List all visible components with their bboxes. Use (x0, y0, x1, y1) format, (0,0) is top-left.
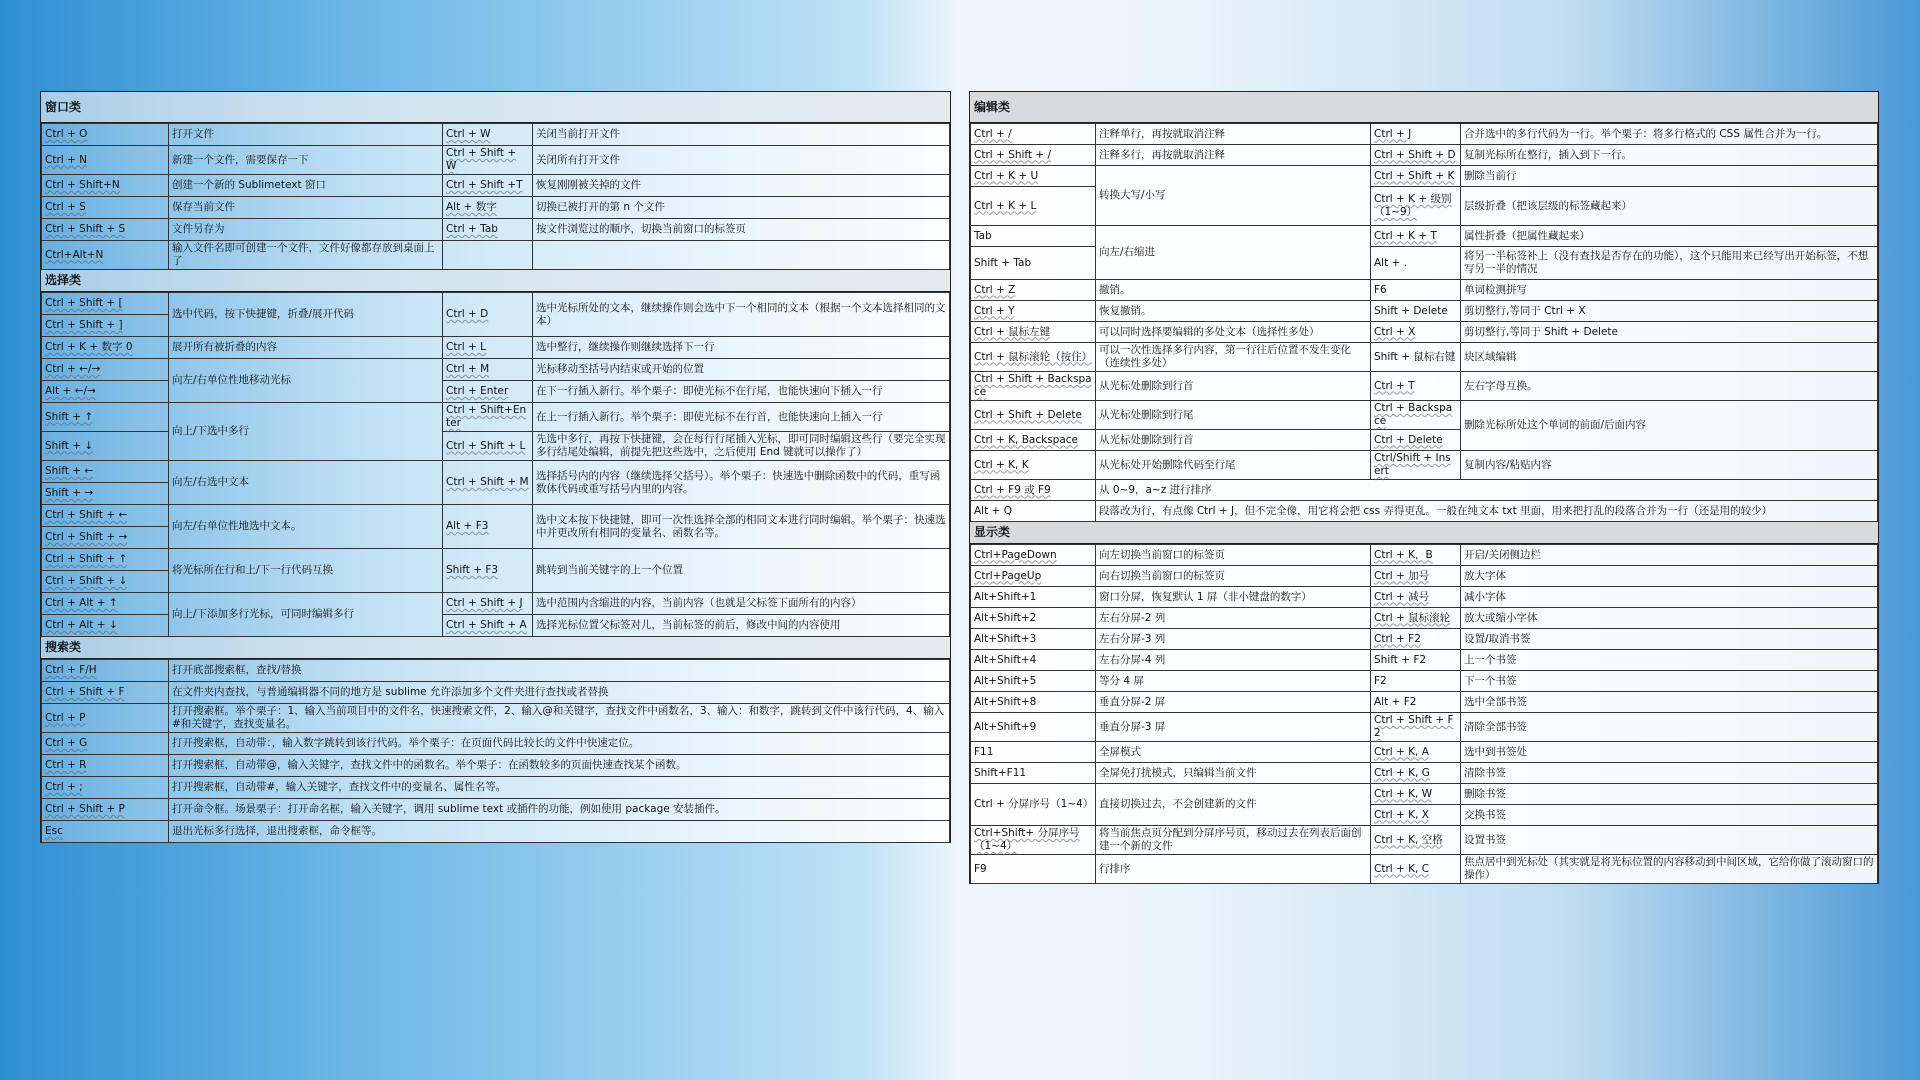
table-row (971, 650, 1878, 671)
shortcut-key: Ctrl + Shift + F (42, 682, 169, 704)
shortcut-key: Shift + F2 (1371, 650, 1461, 671)
shortcut-desc: 块区域编辑 (1461, 343, 1878, 372)
edit-table (970, 123, 1878, 522)
shortcut-desc: 直接切换过去，不会创建新的文件 (1096, 784, 1371, 826)
shortcut-key: Shift + → (42, 483, 169, 505)
shortcut-key: F6 (1371, 280, 1461, 301)
shortcut-key: Alt + 数字 (443, 197, 533, 219)
shortcut-key: Shift+F11 (971, 763, 1096, 784)
shortcut-key: Ctrl + Alt + ↑ (42, 593, 169, 615)
shortcut-desc: 向左/右选中文本 (169, 461, 443, 505)
shortcut-key: Ctrl + K, Backspace (971, 430, 1096, 451)
shortcut-desc: 选中代码，按下快捷键，折叠/展开代码 (169, 293, 443, 337)
shortcut-desc: 从 0~9，a~z 进行排序 (1096, 480, 1878, 501)
shortcut-desc: 可以同时选择要编辑的多处文本（选择性多处） (1096, 322, 1371, 343)
shortcut-desc: 选择光标位置父标签对儿，当前标签的前后，修改中间的内容使用 (533, 615, 950, 637)
shortcut-desc: 属性折叠（把属性藏起来） (1461, 226, 1878, 247)
shortcut-key: Ctrl + 鼠标滚轮 (1371, 608, 1461, 629)
shortcut-key: Shift + ← (42, 461, 169, 483)
table-row (971, 826, 1878, 855)
shortcut-desc: 转换大写/小写 (1096, 166, 1371, 226)
shortcut-key: Ctrl + K, 空格 (1371, 826, 1461, 855)
shortcut-desc: 恢复撤销。 (1096, 301, 1371, 322)
shortcut-key: Ctrl + Tab (443, 219, 533, 241)
shortcut-key: Tab (971, 226, 1096, 247)
table-row (971, 545, 1878, 566)
shortcut-desc: 新建一个文件，需要保存一下 (169, 146, 443, 175)
shortcut-desc: 打开搜索框。举个栗子：1、输入当前项目中的文件名，快速搜索文件，2、输入@和关键字，查找文件中函数名，3、输入：和数字，跳转到文件中该行代码，4、输入#和关键字，查找变量名。 (169, 704, 950, 733)
shortcut-desc: 删除书签 (1461, 784, 1878, 805)
shortcut-desc: 清除全部书签 (1461, 713, 1878, 742)
shortcut-desc: 向上/下添加多行光标，可同时编辑多行 (169, 593, 443, 637)
shortcut-key: Alt+Shift+4 (971, 650, 1096, 671)
shortcut-key: Alt + . (1371, 247, 1461, 280)
table-row (971, 480, 1878, 501)
left-shortcut-panel (40, 91, 951, 843)
search-table (41, 659, 950, 843)
shortcut-desc: 创建一个新的 Sublimetext 窗口 (169, 175, 443, 197)
shortcut-key: Esc (42, 821, 169, 843)
shortcut-key: Ctrl + 鼠标左键 (971, 322, 1096, 343)
shortcut-key: Ctrl + Shift + A (443, 615, 533, 637)
shortcut-desc: 开启/关闭侧边栏 (1461, 545, 1878, 566)
shortcut-key: Ctrl + Shift + W (443, 146, 533, 175)
shortcut-desc: 展开所有被折叠的内容 (169, 337, 443, 359)
shortcut-key: Ctrl + Shift +T (443, 175, 533, 197)
table-row (971, 343, 1878, 372)
shortcut-desc: 注释多行，再按就取消注释 (1096, 145, 1371, 166)
shortcut-key: Alt+Shift+5 (971, 671, 1096, 692)
shortcut-key: Alt+Shift+1 (971, 587, 1096, 608)
table-row (42, 403, 950, 432)
shortcut-key: F9 (971, 855, 1096, 884)
shortcut-desc: 段落改为行，有点像 Ctrl + J，但不完全像，用它将会把 css 弄得更乱。一般在纯文本 txt 里面，用来把打乱的段落合并为一行（还是用的较少） (1096, 501, 1878, 522)
shortcut-key: Ctrl + W (443, 124, 533, 146)
shortcut-desc: 打开搜索框，自动带@，输入关键字，查找文件中的函数名。举个栗子：在函数较多的页面快速查找某个函数。 (169, 755, 950, 777)
shortcut-key: Ctrl + Shift + F2 (1371, 713, 1461, 742)
table-row (42, 337, 950, 359)
shortcut-desc: 剪切整行,等同于 Shift + Delete (1461, 322, 1878, 343)
shortcut-key: Ctrl + K, K (971, 451, 1096, 480)
shortcut-key: Ctrl + K + L (971, 187, 1096, 226)
shortcut-key: Ctrl + 鼠标滚轮（按住） (971, 343, 1096, 372)
shortcut-key: Shift + ↑ (42, 403, 169, 432)
table-row (971, 124, 1878, 145)
shortcut-desc: 垂直分屏-3 屏 (1096, 713, 1371, 742)
table-row (42, 175, 950, 197)
table-row (971, 566, 1878, 587)
shortcut-key: Ctrl + Shift + → (42, 527, 169, 549)
table-row (42, 682, 950, 704)
shortcut-desc: 设置书签 (1461, 826, 1878, 855)
shortcut-key: Ctrl + Shift + P (42, 799, 169, 821)
section-title-search: 搜索类 (41, 637, 950, 659)
table-row (42, 660, 950, 682)
shortcut-key: Alt+Shift+3 (971, 629, 1096, 650)
shortcut-key: Ctrl + Backspace (1371, 401, 1461, 430)
shortcut-desc (533, 241, 950, 270)
shortcut-key: Ctrl + Alt + ↓ (42, 615, 169, 637)
shortcut-key: Ctrl + K，B (1371, 545, 1461, 566)
shortcut-key: Alt + ←/→ (42, 381, 169, 403)
shortcut-key: Ctrl + ; (42, 777, 169, 799)
shortcut-desc: 可以一次性选择多行内容，第一行往后位置不发生变化（连续性多处） (1096, 343, 1371, 372)
shortcut-desc: 设置/取消书签 (1461, 629, 1878, 650)
table-row (42, 777, 950, 799)
shortcut-desc: 保存当前文件 (169, 197, 443, 219)
right-shortcut-panel (969, 91, 1879, 884)
shortcut-desc: 左右分屏-4 列 (1096, 650, 1371, 671)
shortcut-key: Ctrl + Shift + Backspace (971, 372, 1096, 401)
shortcut-desc: 按文件浏览过的顺序，切换当前窗口的标签页 (533, 219, 950, 241)
shortcut-key (443, 241, 533, 270)
shortcut-key: Ctrl + Delete (1371, 430, 1461, 451)
shortcut-key: Ctrl + Shift + / (971, 145, 1096, 166)
shortcut-key: Ctrl + N (42, 146, 169, 175)
shortcut-key: Shift + ↓ (42, 432, 169, 461)
shortcut-key: Ctrl + R (42, 755, 169, 777)
shortcut-key: Alt+Shift+2 (971, 608, 1096, 629)
shortcut-desc: 打开搜索框，自动带#，输入关键字，查找文件中的变量名、属性名等。 (169, 777, 950, 799)
shortcut-key: Ctrl + 分屏序号（1~4） (971, 784, 1096, 826)
shortcut-desc: 复制内容/粘贴内容 (1461, 451, 1878, 480)
shortcut-key: Ctrl + K, W (1371, 784, 1461, 805)
shortcut-desc: 清除书签 (1461, 763, 1878, 784)
shortcut-key: Shift + Tab (971, 247, 1096, 280)
shortcut-desc: 输入文件名即可创建一个文件，文件好像都存放到桌面上了 (169, 241, 443, 270)
table-row (42, 755, 950, 777)
shortcut-key: Ctrl + 减号 (1371, 587, 1461, 608)
shortcut-desc: 向左/右单位性地移动光标 (169, 359, 443, 403)
shortcut-desc: 向右切换当前窗口的标签页 (1096, 566, 1371, 587)
shortcut-key: Ctrl + S (42, 197, 169, 219)
table-row (42, 359, 950, 381)
shortcut-desc: 交换书签 (1461, 805, 1878, 826)
shortcut-desc: 切换已被打开的第 n 个文件 (533, 197, 950, 219)
table-row (971, 713, 1878, 742)
shortcut-key: Ctrl + K + 级别（1~9） (1371, 187, 1461, 226)
shortcut-key: Alt + Q (971, 501, 1096, 522)
shortcut-key: F11 (971, 742, 1096, 763)
shortcut-key: Ctrl + 加号 (1371, 566, 1461, 587)
shortcut-desc: 全屏免打扰模式，只编辑当前文件 (1096, 763, 1371, 784)
shortcut-key: Ctrl + G (42, 733, 169, 755)
shortcut-key: Ctrl + Shift + S (42, 219, 169, 241)
shortcut-key: Ctrl + K, A (1371, 742, 1461, 763)
shortcut-key: Ctrl + / (971, 124, 1096, 145)
shortcut-desc: 在下一行插入新行。举个栗子：即使光标不在行尾，也能快速向下插入一行 (533, 381, 950, 403)
shortcut-desc: 打开底部搜索框，查找/替换 (169, 660, 950, 682)
shortcut-desc: 复制光标所在整行，插入到下一行。 (1461, 145, 1878, 166)
shortcut-desc: 选中范围内含缩进的内容，当前内容（也就是父标签下面所有的内容） (533, 593, 950, 615)
shortcut-desc: 退出光标多行选择，退出搜索框，命令框等。 (169, 821, 950, 843)
shortcut-key: Ctrl + M (443, 359, 533, 381)
table-row (42, 593, 950, 615)
shortcut-key: Ctrl + Shift + K (1371, 166, 1461, 187)
table-row (971, 322, 1878, 343)
shortcut-key: Ctrl + J (1371, 124, 1461, 145)
shortcut-key: Ctrl + K, G (1371, 763, 1461, 784)
shortcut-key: Ctrl + F/H (42, 660, 169, 682)
shortcut-key: Ctrl+Alt+N (42, 241, 169, 270)
shortcut-key: Shift + F3 (443, 549, 533, 593)
shortcut-key: Ctrl + K, C (1371, 855, 1461, 884)
select-table (41, 292, 950, 637)
shortcut-desc: 选择括号内的内容（继续选择父括号）。举个栗子：快速选中删除函数中的代码，重写函数体代码或重写括号内里的内容。 (533, 461, 950, 505)
shortcut-key: Ctrl + K + T (1371, 226, 1461, 247)
table-row (971, 145, 1878, 166)
section-title-display: 显示类 (970, 522, 1878, 544)
shortcut-desc: 在文件夹内查找，与普通编辑器不同的地方是 sublime 允许添加多个文件夹进行查找或者替换 (169, 682, 950, 704)
shortcut-desc: 左右分屏-2 列 (1096, 608, 1371, 629)
shortcut-desc: 选中文本按下快捷键，即可一次性选择全部的相同文本进行同时编辑。举个栗子：快速选中并更改所有相同的变量名、函数名等。 (533, 505, 950, 549)
shortcut-desc: 向左/右缩进 (1096, 226, 1371, 280)
table-row (971, 671, 1878, 692)
shortcut-key: Ctrl + Shift+N (42, 175, 169, 197)
shortcut-desc: 窗口分屏，恢复默认 1 屏（非小键盘的数字） (1096, 587, 1371, 608)
shortcut-desc: 行排序 (1096, 855, 1371, 884)
shortcut-key: Ctrl + Y (971, 301, 1096, 322)
table-row (971, 587, 1878, 608)
shortcut-desc: 向左切换当前窗口的标签页 (1096, 545, 1371, 566)
table-row (42, 821, 950, 843)
table-row (971, 226, 1878, 247)
shortcut-key: Ctrl + T (1371, 372, 1461, 401)
shortcut-key: Ctrl + Shift + M (443, 461, 533, 505)
table-row (971, 401, 1878, 430)
shortcut-key: Ctrl + Shift + ↓ (42, 571, 169, 593)
shortcut-desc: 从光标处开始删除代码至行尾 (1096, 451, 1371, 480)
table-row (42, 293, 950, 315)
shortcut-desc: 焦点居中到光标处（其实就是将光标位置的内容移动到中间区域，它给你做了滚动窗口的操作） (1461, 855, 1878, 884)
shortcut-desc: 打开搜索框，自动带：，输入数字跳转到该行代码。举个栗子：在页面代码比较长的文件中快速定位。 (169, 733, 950, 755)
shortcut-desc: 在上一行插入新行。举个栗子：即使光标不在行首，也能快速向上插入一行 (533, 403, 950, 432)
shortcut-key: Ctrl + L (443, 337, 533, 359)
table-row (42, 241, 950, 270)
shortcut-key: Ctrl + K + 数字 0 (42, 337, 169, 359)
shortcut-desc: 跳转到当前关键字的上一个位置 (533, 549, 950, 593)
shortcut-key: Ctrl + Shift+Enter (443, 403, 533, 432)
shortcut-desc: 光标移动至括号内结束或开始的位置 (533, 359, 950, 381)
shortcut-desc: 垂直分屏-2 屏 (1096, 692, 1371, 713)
table-row (42, 461, 950, 483)
shortcut-desc: 合并选中的多行代码为一行。举个栗子：将多行格式的 CSS 属性合并为一行。 (1461, 124, 1878, 145)
table-row (971, 280, 1878, 301)
shortcut-desc: 等分 4 屏 (1096, 671, 1371, 692)
shortcut-desc: 单词检测拼写 (1461, 280, 1878, 301)
shortcut-desc: 恢复刚刚被关掉的文件 (533, 175, 950, 197)
shortcut-key: Ctrl + Z (971, 280, 1096, 301)
shortcut-desc: 关闭所有打开文件 (533, 146, 950, 175)
table-row (42, 733, 950, 755)
table-row (971, 451, 1878, 480)
shortcut-desc: 全屏模式 (1096, 742, 1371, 763)
shortcut-key: Ctrl+PageUp (971, 566, 1096, 587)
section-title-edit: 编辑类 (970, 92, 1878, 123)
shortcut-desc: 左右分屏-3 列 (1096, 629, 1371, 650)
table-row (42, 124, 950, 146)
shortcut-key: Shift + Delete (1371, 301, 1461, 322)
shortcut-key: Alt+Shift+9 (971, 713, 1096, 742)
shortcut-key: Ctrl + Shift + Delete (971, 401, 1096, 430)
shortcut-key: Ctrl + P (42, 704, 169, 733)
table-row (971, 692, 1878, 713)
table-row (42, 197, 950, 219)
shortcut-key: Ctrl + F9 或 F9 (971, 480, 1096, 501)
table-row (971, 372, 1878, 401)
table-row (971, 166, 1878, 187)
shortcut-key: Ctrl + D (443, 293, 533, 337)
shortcut-desc: 删除当前行 (1461, 166, 1878, 187)
shortcut-key: Ctrl + Shift + D (1371, 145, 1461, 166)
shortcut-desc: 从光标处删除到行尾 (1096, 401, 1371, 430)
shortcut-desc: 将当前焦点页分配到分屏序号页，移动过去在列表后面创建一个新的文件 (1096, 826, 1371, 855)
shortcut-desc: 选中整行，继续操作则继续选择下一行 (533, 337, 950, 359)
table-row (42, 549, 950, 571)
shortcut-key: Ctrl + Shift + ← (42, 505, 169, 527)
shortcut-desc: 选中全部书签 (1461, 692, 1878, 713)
shortcut-desc: 层级折叠（把该层级的标签藏起来） (1461, 187, 1878, 226)
table-row (42, 505, 950, 527)
shortcut-key: Ctrl + Shift + [ (42, 293, 169, 315)
section-title-window: 窗口类 (41, 92, 950, 123)
shortcut-desc: 向左/右单位性地选中文本。 (169, 505, 443, 549)
shortcut-key: Ctrl + O (42, 124, 169, 146)
shortcut-desc: 注释单行，再按就取消注释 (1096, 124, 1371, 145)
table-row (42, 704, 950, 733)
shortcut-key: Ctrl + Shift + L (443, 432, 533, 461)
shortcut-desc: 从光标处删除到行首 (1096, 372, 1371, 401)
table-row (971, 742, 1878, 763)
shortcut-key: Ctrl+Shift+ 分屏序号（1~4） (971, 826, 1096, 855)
shortcut-desc: 打开文件 (169, 124, 443, 146)
table-row (971, 608, 1878, 629)
shortcut-key: Ctrl + Shift + ↑ (42, 549, 169, 571)
table-row (42, 146, 950, 175)
shortcut-key: Ctrl + Shift + J (443, 593, 533, 615)
shortcut-key: Alt + F2 (1371, 692, 1461, 713)
shortcut-key: F2 (1371, 671, 1461, 692)
shortcut-key: Ctrl + F2 (1371, 629, 1461, 650)
shortcut-desc: 将光标所在行和上/下一行代码互换 (169, 549, 443, 593)
shortcut-desc: 将另一半标签补上（没有查找是否存在的功能），这个只能用来已经写出开始标签，不想写另一半的情况 (1461, 247, 1878, 280)
shortcut-desc: 文件另存为 (169, 219, 443, 241)
shortcut-desc: 剪切整行,等同于 Ctrl + X (1461, 301, 1878, 322)
shortcut-desc: 上一个书签 (1461, 650, 1878, 671)
shortcut-desc: 先选中多行，再按下快捷键，会在每行行尾插入光标，即可同时编辑这些行（要完全实现多行结尾处编辑，前提先把这些选中，之后使用 End 键就可以操作了） (533, 432, 950, 461)
table-row (971, 629, 1878, 650)
table-row (971, 763, 1878, 784)
shortcut-desc: 减小字体 (1461, 587, 1878, 608)
shortcut-desc: 左右字母互换。 (1461, 372, 1878, 401)
table-row (971, 301, 1878, 322)
table-row (971, 784, 1878, 805)
window-table (41, 123, 950, 270)
shortcut-desc: 删除光标所处这个单词的前面/后面内容 (1461, 401, 1878, 451)
shortcut-desc: 向上/下选中多行 (169, 403, 443, 461)
shortcut-desc: 选中到书签处 (1461, 742, 1878, 763)
section-title-select: 选择类 (41, 270, 950, 292)
shortcut-key: Shift + 鼠标右键 (1371, 343, 1461, 372)
shortcut-desc: 下一个书签 (1461, 671, 1878, 692)
shortcut-desc: 关闭当前打开文件 (533, 124, 950, 146)
table-row (42, 799, 950, 821)
shortcut-desc: 放大字体 (1461, 566, 1878, 587)
display-table (970, 544, 1878, 884)
shortcut-key: Ctrl + Shift + ] (42, 315, 169, 337)
shortcut-key: Ctrl + X (1371, 322, 1461, 343)
shortcut-key: Ctrl + Enter (443, 381, 533, 403)
shortcut-key: Ctrl+PageDown (971, 545, 1096, 566)
table-row (971, 501, 1878, 522)
table-row (971, 855, 1878, 884)
shortcut-desc: 打开命令框。场景栗子：打开命名框，输入关键字，调用 sublime text 或插件的功能，例如使用 package 安装插件。 (169, 799, 950, 821)
shortcut-key: Alt+Shift+8 (971, 692, 1096, 713)
shortcut-key: Alt + F3 (443, 505, 533, 549)
shortcut-desc: 选中光标所处的文本，继续操作则会选中下一个相同的文本（根据一个文本选择相同的文本） (533, 293, 950, 337)
shortcut-desc: 放大或缩小字体 (1461, 608, 1878, 629)
shortcut-key: Ctrl + K, X (1371, 805, 1461, 826)
shortcut-desc: 从光标处删除到行首 (1096, 430, 1371, 451)
table-row (42, 219, 950, 241)
shortcut-key: Ctrl + K + U (971, 166, 1096, 187)
shortcut-desc: 撤销。 (1096, 280, 1371, 301)
shortcut-key: Ctrl/Shift + Insert (1371, 451, 1461, 480)
shortcut-key: Ctrl + ←/→ (42, 359, 169, 381)
